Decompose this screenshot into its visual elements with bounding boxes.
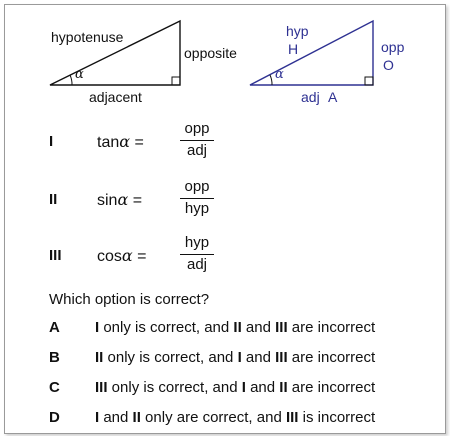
fraction-denominator: adj: [186, 142, 208, 159]
option-letter: A: [49, 319, 60, 336]
statement-fraction: [177, 119, 217, 161]
statement-2: [49, 177, 349, 221]
option-c[interactable]: [49, 379, 439, 399]
option-letter: C: [49, 379, 60, 396]
fraction-numerator: opp: [184, 178, 210, 195]
right-right-angle-marker: [365, 77, 373, 85]
left-alpha-label: α: [75, 67, 84, 82]
statement-fraction: [177, 233, 217, 275]
option-b[interactable]: [49, 349, 439, 369]
statement-numeral: III: [49, 247, 62, 264]
statement-numeral: I: [49, 133, 54, 150]
statement-function: tanα =: [97, 132, 144, 151]
opp-letter-label: O: [383, 57, 394, 73]
opp-label: opp: [381, 39, 405, 55]
fraction-denominator: adj: [186, 256, 208, 273]
opposite-label: opposite: [184, 45, 237, 61]
statement-numeral: II: [49, 191, 58, 208]
question-text: Which option is correct?: [49, 291, 210, 308]
fraction-numerator: hyp: [184, 234, 210, 251]
statement-function: cosα =: [97, 246, 147, 265]
fraction-numerator: opp: [184, 120, 210, 137]
option-text: II only is correct, and I and III are incorrect: [95, 349, 376, 366]
right-alpha-label: α: [275, 67, 284, 82]
question-card: [4, 4, 446, 434]
adj-letter-label: A: [328, 89, 338, 105]
adjacent-label: adjacent: [89, 89, 142, 105]
right-triangle: [250, 21, 373, 85]
option-text: III only is correct, and I and II are incorrect: [95, 379, 376, 396]
option-letter: B: [49, 349, 60, 366]
option-text: I and II only are correct, and III is incorrect: [95, 409, 376, 426]
right-angle-arc: [270, 75, 272, 85]
hyp-letter-label: H: [288, 41, 299, 57]
option-letter: D: [49, 409, 60, 426]
option-a[interactable]: [49, 319, 439, 339]
adj-label: adj: [301, 89, 320, 105]
option-d[interactable]: [49, 409, 439, 429]
left-right-angle-marker: [172, 77, 180, 85]
statement-fraction: [177, 177, 217, 219]
statement-3: [49, 233, 349, 277]
statement-function: sinα =: [97, 190, 143, 209]
hypotenuse-label: hypotenuse: [51, 29, 124, 45]
statement-1: [49, 119, 349, 163]
fraction-denominator: hyp: [184, 200, 210, 217]
hyp-label: hyp: [286, 23, 309, 39]
option-text: I only is correct, and II and III are incorrect: [95, 319, 376, 336]
left-angle-arc: [70, 75, 72, 85]
